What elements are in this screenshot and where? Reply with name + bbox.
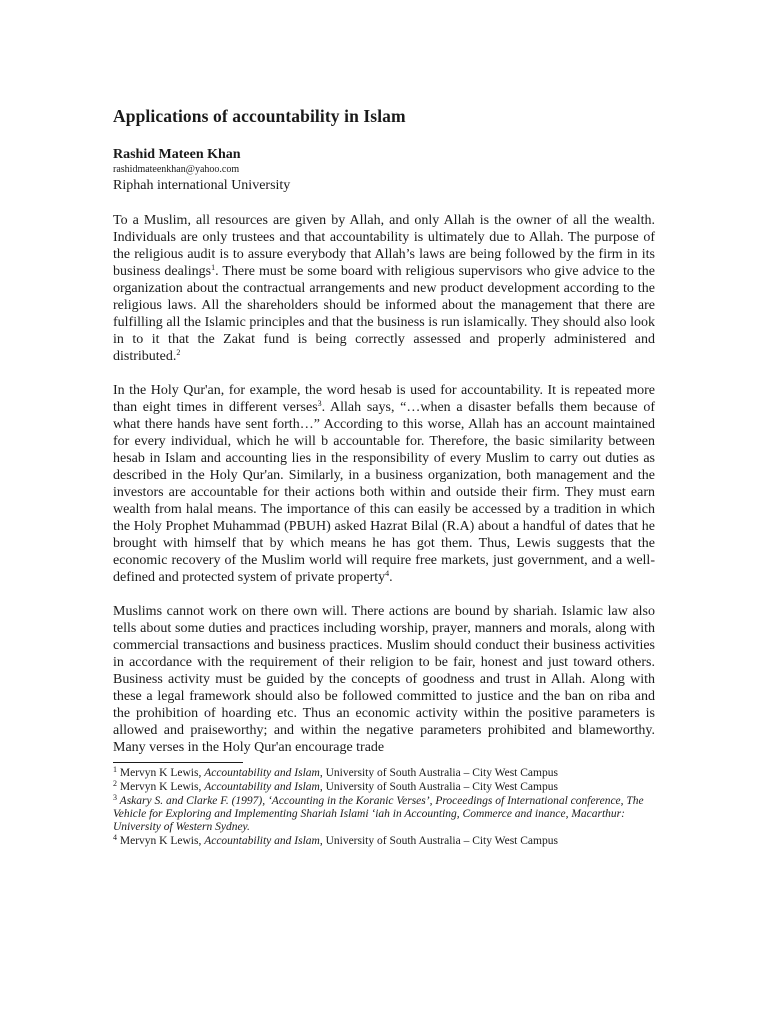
footnote-number: 1 (113, 765, 117, 774)
footnote-2 (113, 781, 655, 794)
author-affiliation: Riphah international University (113, 178, 291, 193)
footnote-divider (113, 762, 243, 763)
footnote-title: Accountability and Islam (204, 835, 320, 847)
footnote-number: 2 (113, 779, 117, 788)
paragraph-2-text-c: . (389, 570, 393, 585)
paragraph-3: Muslims cannot work on there own will. There actions are bound by shariah. Islamic law also tells about some duties and practices including worship, prayer, manners and morals, along with commercial transactions and business practices. Muslim should conduct their business activities in accordance with the requirement of their religion to be fair, honest and just toward others. Business activity must be guided by the concepts of goodness and trust in Allah. Along with these a legal framework should also be followed committed to justice and the ban on riba and the prohibition of hoarding etc. Thus an economic activity within the positive parameters is allowed and praiseworthy; and within the negative parameters prohibited and blameworthy. Many verses in the Holy Qur'an encourage trade (113, 604, 655, 755)
footnote-number: 3 (113, 793, 117, 802)
paragraph-2-text-a: In the Holy Qur'an, for example, the word hesab is used for accountability. It is repeated more than eight times in different verses (113, 383, 655, 415)
page-title: Applications of accountability in Islam (113, 106, 406, 126)
footnote-text: Mervyn K Lewis, (117, 767, 205, 779)
footnote-number: 4 (113, 833, 117, 842)
footnote-text: , University of South Australia – City West Campus (319, 781, 558, 793)
author-email: rashidmateenkhan@yahoo.com (113, 164, 240, 175)
footnote-text: Mervyn K Lewis, (117, 835, 205, 847)
paragraph-2-text-b: . Allah says, “…when a disaster befalls them because of what there hands have sent forth…” According to this worse, Allah has an account maintained for every individual, which he will b accountable for. Therefore, the basic similarity between hesab in Islam and accounting lies in the responsibility of every Muslim to carry out duties as described in the Holy Qur'an. Similarly, in a business organization, both management and the investors are accountable for their actions both within and outside their firm. They must earn wealth from halal means. The importance of this can easily be accessed by a tradition in which the Holy Prophet Muhammad (PBUH) asked Hazrat Bilal (R.A) about a handful of dates that he brought with himself that by which means he has got them. Thus, Lewis suggests that the economic recovery of the Muslim world will require free markets, just government, and a well-defined and protected system of private property (113, 400, 655, 585)
paragraph-1-text-b: . There must be some board with religious supervisors who give advice to the organization about the contractual arrangements and new product development according to the religious laws. All the shareholders should be informed about the management that there are fulfilling all the Islamic principles and that the business is run islamically. They should also look in to it that the Zakat fund is being correctly assessed and properly administered and distributed. (113, 264, 655, 364)
footnote-text: Mervyn K Lewis, (117, 781, 205, 793)
paragraph-2 (113, 382, 655, 586)
footnotes (113, 767, 655, 848)
footnote-4 (113, 835, 655, 848)
footnote-text: , University of South Australia – City West Campus (319, 767, 558, 779)
author-name: Rashid Mateen Khan (113, 147, 241, 162)
paragraph-1 (113, 212, 655, 365)
footnote-ref-4[interactable]: 4 (385, 569, 390, 578)
footnote-title: Accountability and Islam (204, 767, 320, 779)
footnote-3 (113, 795, 655, 834)
footnote-ref-3[interactable]: 3 (317, 399, 322, 408)
paragraph-1-text-a: To a Muslim, all resources are given by Allah, and only Allah is the owner of all the wealth. Individuals are only trustees and that accountability is ultimately due to Allah. The purpose of the religious audit is to assure everybody that Allah’s laws are being followed by the firm in its business dealings (113, 213, 655, 279)
footnote-title: Accountability and Islam (204, 781, 320, 793)
footnote-ref-2[interactable]: 2 (176, 348, 181, 357)
footnote-1 (113, 767, 655, 780)
footnote-ref-1[interactable]: 1 (211, 263, 216, 272)
footnote-text: , University of South Australia – City West Campus (319, 835, 558, 847)
footnote-title: Askary S. and Clarke F. (1997), ‘Accounting in the Koranic Verses’, Proceedings of International conference, The Vehicle for Exploring and Implementing Shariah Islami ‘iah in Accounting, Commerce and inance, Macarthur: University of Western Sydney. (113, 795, 644, 833)
page-content (113, 104, 655, 849)
